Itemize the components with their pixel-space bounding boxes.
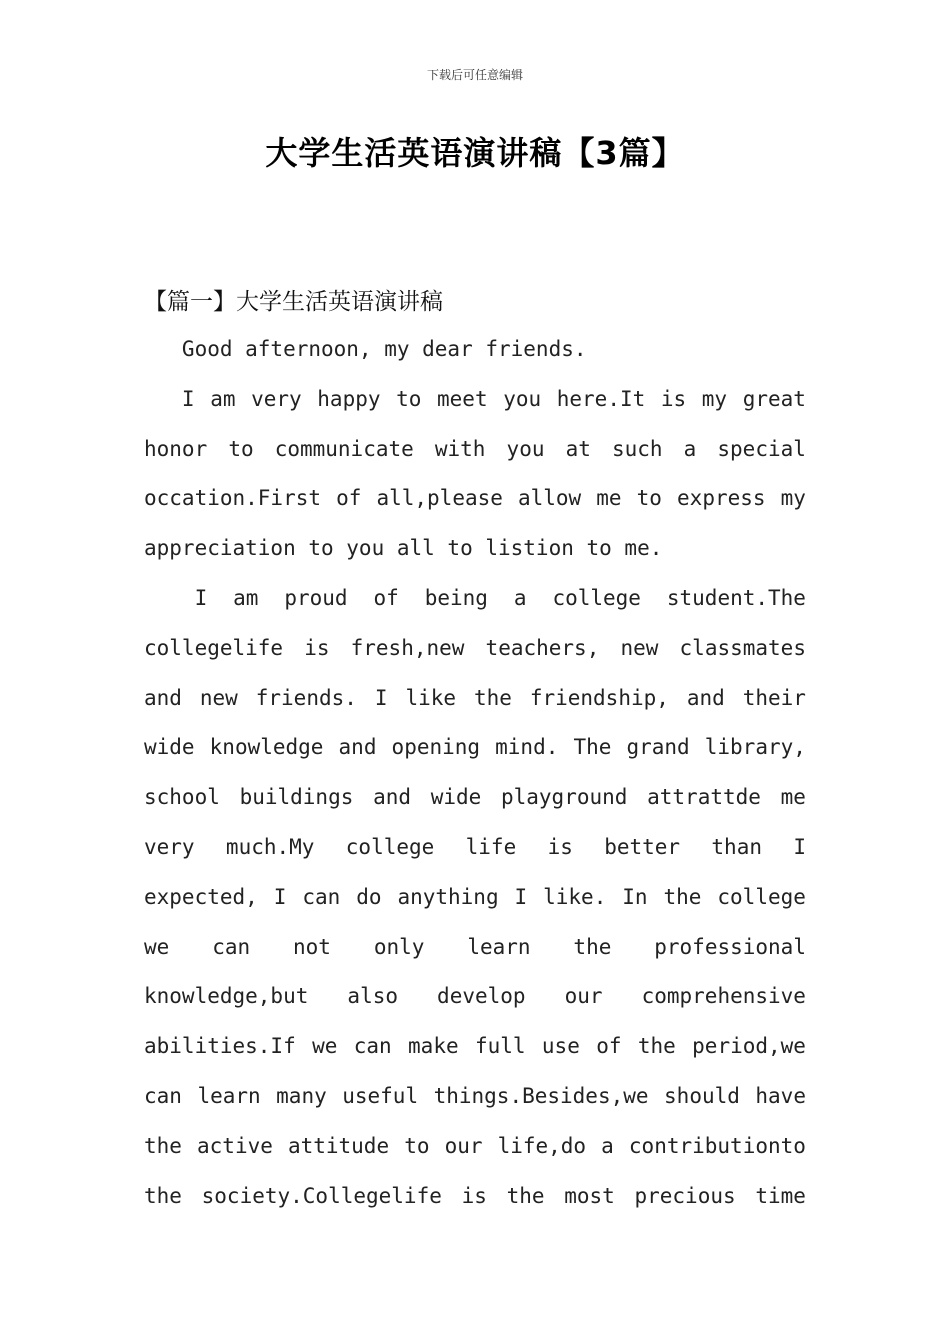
body-word: college [345,834,435,859]
body-word: of [373,585,399,610]
body-word: the [573,934,612,959]
body-word: attitude [287,1133,390,1158]
body-word: abilities.If [144,1034,296,1059]
body-word: a [513,585,527,610]
body-word: to [228,436,254,461]
body-word: playground [500,785,628,810]
body-word: things.Besides,we [433,1083,649,1108]
body-word: at [565,436,591,461]
body-word: proud [284,585,348,610]
body-word: the [473,685,512,710]
body-word: knowledge,but [144,984,309,1009]
body-word: meet [437,386,488,411]
body-word: do [356,884,382,909]
body-word: most [564,1183,615,1208]
body-word: I [273,884,287,909]
body-line [144,574,806,624]
body-word: can [302,884,341,909]
body-word: to [404,1133,430,1158]
body-word: to [396,386,422,411]
body-word: society.Collegelife [201,1183,442,1208]
body-word: new [620,635,659,660]
body-line: appreciation to you all to listion to me. [144,536,663,561]
body-word: wide [430,785,482,810]
body-line [144,425,806,475]
body-word: professional [654,934,806,959]
body-word: use [541,1034,580,1059]
body-word: the [637,1034,676,1059]
body-word: can [353,1034,392,1059]
body-word: and [373,785,411,810]
body-word: very [144,834,195,859]
body-word: buildings [239,785,354,810]
body-line [144,723,806,773]
body-word: mind. [495,735,559,760]
body-word: I [144,386,195,411]
body-word: many [276,1083,327,1108]
body-line [144,1122,806,1172]
body-word: active [197,1133,273,1158]
body-word: with [434,436,486,461]
body-word: the [144,1183,182,1208]
body-word: grand [626,735,690,760]
body-word: being [424,585,488,610]
body-word: is [660,386,687,411]
body-line [144,1172,806,1222]
body-word: develop [437,984,526,1009]
body-word: anything [397,884,499,909]
body-word: allow [517,486,582,511]
body-word: learn [467,934,531,959]
body-word: full [474,1034,526,1059]
body-word: am [210,386,236,411]
body-word: friendship, [529,685,669,710]
body-line [144,923,806,973]
body-line [144,674,806,724]
header-note: 下载后可任意编辑 [426,68,523,82]
body-word: I [144,585,208,610]
body-word: student.The [666,585,806,610]
body-word: express [677,486,766,511]
body-word: the [144,1133,182,1158]
document-title: 大学生活英语演讲稿【3篇】 [265,134,685,172]
body-line [144,474,806,524]
body-word: communicate [274,436,414,461]
body-word: special [717,436,806,461]
body-word: happy [317,386,381,411]
body-word: life,do [497,1133,587,1158]
body-word: teachers, [485,635,600,660]
body-word: and [144,685,182,710]
body-word: am [233,585,259,610]
body-word: make [408,1034,459,1059]
body-word: period,we [692,1034,806,1059]
body-line [144,873,806,923]
body-word: like [405,685,457,710]
body-word: new [199,685,238,710]
body-line [144,972,806,1022]
body-word: our [444,1133,483,1158]
body-word: a [683,436,697,461]
section-heading: 【篇一】大学生活英语演讲稿 [144,289,443,315]
body-word: I [374,685,388,710]
body-word: to [636,486,662,511]
body-word: school [144,785,220,810]
body-word: useful [342,1083,419,1108]
body-word: the [663,884,702,909]
body-word: knowledge [209,735,324,760]
body-word: I [793,834,806,859]
body-word: a [601,1133,614,1158]
body-word: such [611,436,663,461]
body-word: our [564,984,603,1009]
body-word: college [717,884,806,909]
body-word: great [742,386,806,411]
body-word: of [336,486,362,511]
body-word: occation.First [144,486,322,511]
body-word: is [304,635,330,660]
body-word: I [514,884,528,909]
body-word: me [596,486,622,511]
body-word: can [212,934,251,959]
body-word: collegelife [144,635,284,660]
body-word: friends. [255,685,357,710]
body-word: also [347,984,398,1009]
body-line [144,624,806,674]
body-word: honor [144,436,208,461]
body-word: have [755,1083,806,1108]
body-word: we [144,934,170,959]
body-word: like. [543,884,607,909]
body-line [144,1072,806,1122]
body-word: we [312,1034,338,1059]
body-word: and [686,685,725,710]
body-word: here.It [556,386,646,411]
body-word: and [338,735,377,760]
body-word: is [547,834,573,859]
body-word: comprehensive [641,984,806,1009]
body-line [144,773,806,823]
body-line [144,823,806,873]
body-word: only [373,934,425,959]
body-line: Good afternoon, my dear friends. [144,337,587,361]
body-word: precious [634,1183,736,1208]
body-word: of [596,1034,622,1059]
body-word: my [701,386,728,411]
body-word: contributionto [628,1133,806,1158]
body-word: the [506,1183,545,1208]
body-word: much.My [225,834,315,859]
body-word: classmates [679,635,806,660]
body-word: me [780,785,806,810]
body-word: all,please [376,486,503,511]
body-word: In [622,884,648,909]
body-line [144,1022,806,1072]
body-word: can [144,1083,182,1108]
body-word: than [711,834,762,859]
body-word: life [465,834,517,859]
body-word: not [293,934,331,959]
body-word: you [506,436,545,461]
body-word: better [604,834,681,859]
body-word: attrattde [647,785,761,810]
body-word: time [755,1183,806,1208]
body-word: The [573,735,612,760]
body-word: college [552,585,641,610]
body-word: expected, [144,884,258,909]
body-word: opening [391,735,481,760]
body-word: library, [704,735,806,760]
body-word: you [503,386,542,411]
body-word: my [780,486,806,511]
body-word: fresh,new [350,635,465,660]
body-word: should [664,1083,740,1108]
body-text [144,325,806,1221]
body-word: is [461,1183,487,1208]
body-word: very [251,386,302,411]
body-word: their [742,685,806,710]
body-word: learn [197,1083,261,1108]
body-line [144,375,806,425]
body-word: wide [144,735,195,760]
